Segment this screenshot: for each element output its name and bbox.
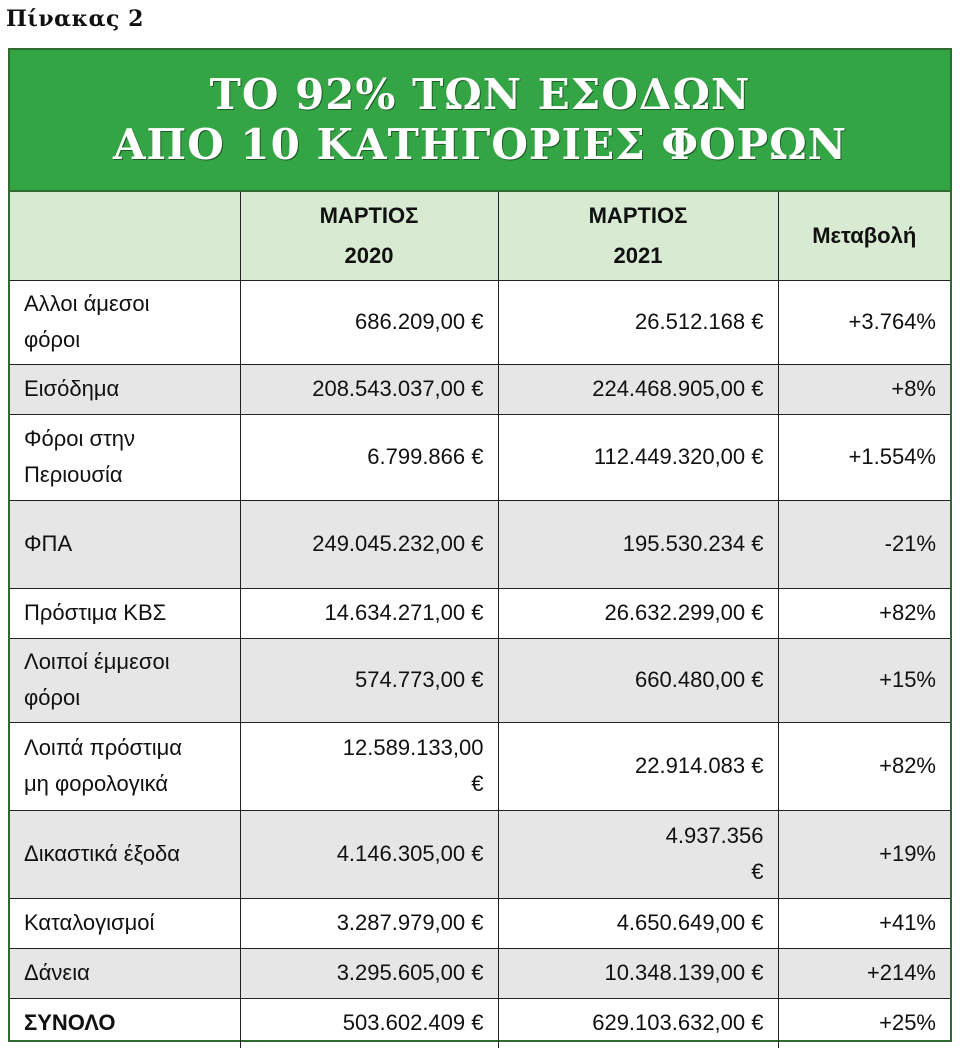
table-row <box>10 810 950 898</box>
value-2020: 4.146.305,00 € <box>240 810 498 898</box>
value-2021: 629.103.632,00 € <box>498 998 778 1048</box>
table-row <box>10 898 950 948</box>
row-label: Λοιπά πρόστιμα μη φορολογικά <box>10 722 240 810</box>
row-label: Λοιποί έμμεσοι φόροι <box>10 638 240 722</box>
value-2021: 112.449.320,00 € <box>498 414 778 500</box>
value-2021: 195.530.234 € <box>498 500 778 588</box>
row-label: Δικαστικά έξοδα <box>10 810 240 898</box>
header-category <box>10 192 240 280</box>
table-caption: Πίνακας 2 <box>6 6 144 32</box>
header-march-2021: ΜΑΡΤΙΟΣ 2021 <box>498 192 778 280</box>
table-banner <box>10 50 950 192</box>
value-2021: 224.468.905,00 € <box>498 364 778 414</box>
change-value: +82% <box>778 722 950 810</box>
table-row <box>10 722 950 810</box>
value-2021: 26.512.168 € <box>498 280 778 364</box>
banner-title-line1: ΤΟ 92% ΤΩΝ ΕΣΟΔΩΝ <box>209 70 751 119</box>
table-row <box>10 588 950 638</box>
table-row <box>10 280 950 364</box>
value-2020: 12.589.133,00 € <box>240 722 498 810</box>
banner-title-line2: ΑΠΟ 10 ΚΑΤΗΓΟΡΙΕΣ ΦΟΡΩΝ <box>112 120 848 169</box>
total-row <box>10 998 950 1048</box>
value-2020: 574.773,00 € <box>240 638 498 722</box>
table-row <box>10 364 950 414</box>
value-2021: 4.650.649,00 € <box>498 898 778 948</box>
change-value: +1.554% <box>778 414 950 500</box>
change-value: +8% <box>778 364 950 414</box>
change-value: +25% <box>778 998 950 1048</box>
change-value: +82% <box>778 588 950 638</box>
data-table <box>10 192 950 1048</box>
value-2020: 6.799.866 € <box>240 414 498 500</box>
value-2020: 686.209,00 € <box>240 280 498 364</box>
header-march-2020: ΜΑΡΤΙΟΣ 2020 <box>240 192 498 280</box>
value-2021: 660.480,00 € <box>498 638 778 722</box>
row-label: ΣΥΝΟΛΟ <box>10 998 240 1048</box>
table-row <box>10 948 950 998</box>
row-label: Καταλογισμοί <box>10 898 240 948</box>
table-row <box>10 638 950 722</box>
row-label: Φόροι στην Περιουσία <box>10 414 240 500</box>
row-label: Πρόστιμα ΚΒΣ <box>10 588 240 638</box>
value-2021: 4.937.356 € <box>498 810 778 898</box>
change-value: +15% <box>778 638 950 722</box>
change-value: +41% <box>778 898 950 948</box>
change-value: +3.764% <box>778 280 950 364</box>
row-label: Αλλοι άμεσοι φόροι <box>10 280 240 364</box>
table-row <box>10 500 950 588</box>
row-label: Δάνεια <box>10 948 240 998</box>
value-2020: 3.287.979,00 € <box>240 898 498 948</box>
value-2021: 10.348.139,00 € <box>498 948 778 998</box>
value-2020: 3.295.605,00 € <box>240 948 498 998</box>
revenue-table <box>8 48 952 1042</box>
value-2020: 503.602.409 € <box>240 998 498 1048</box>
value-2021: 26.632.299,00 € <box>498 588 778 638</box>
row-label: Εισόδημα <box>10 364 240 414</box>
header-change: Μεταβολή <box>778 192 950 280</box>
change-value: +19% <box>778 810 950 898</box>
change-value: -21% <box>778 500 950 588</box>
header-row <box>10 192 950 280</box>
value-2020: 208.543.037,00 € <box>240 364 498 414</box>
value-2021: 22.914.083 € <box>498 722 778 810</box>
row-label: ΦΠΑ <box>10 500 240 588</box>
value-2020: 249.045.232,00 € <box>240 500 498 588</box>
change-value: +214% <box>778 948 950 998</box>
value-2020: 14.634.271,00 € <box>240 588 498 638</box>
table-row <box>10 414 950 500</box>
